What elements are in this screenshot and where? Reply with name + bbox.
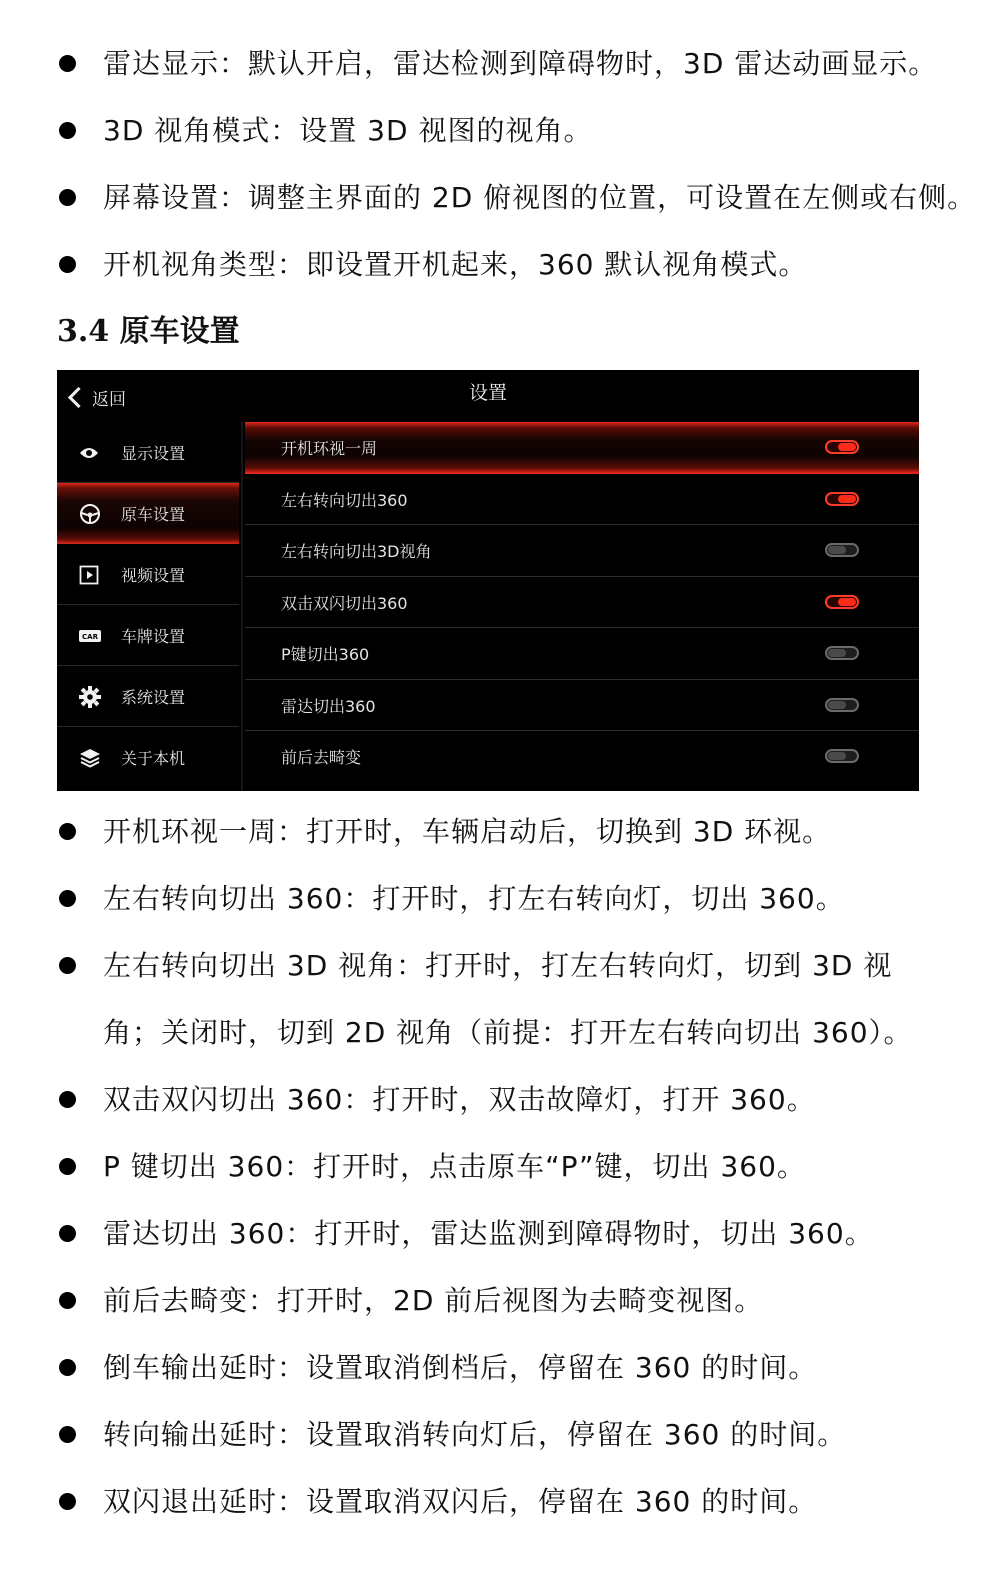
bullet-dot [59, 1493, 76, 1510]
list-item [0, 1066, 1000, 1133]
bullet-text: 双闪退出延时：设置取消双闪后，停留在 360 的时间。 [103, 1485, 818, 1518]
sidebar-item-label: 系统设置 [121, 688, 186, 707]
screen-title: 设置 [468, 382, 507, 404]
top-bullet-list [0, 30, 1000, 298]
sidebar [57, 422, 239, 791]
list-item [0, 1334, 1000, 1401]
sidebar-item-label: 视频设置 [121, 566, 186, 585]
bullet-text: 左右转向切出 3D 视角：打开时，打左右转向灯，切到 3D 视 [103, 949, 893, 982]
toggle-switch[interactable] [825, 440, 859, 454]
bullet-dot [59, 890, 76, 907]
sidebar-item-label: 原车设置 [121, 505, 186, 524]
setting-label: 前后去畸变 [281, 748, 362, 768]
bullet-text: 前后去畸变：打开时，2D 前后视图为去畸变视图。 [103, 1284, 764, 1317]
setting-row[interactable] [245, 525, 919, 577]
bullet-dot [59, 1158, 76, 1175]
bullet-text: 雷达显示：默认开启，雷达检测到障碍物时，3D 雷达动画显示。 [103, 47, 938, 80]
bottom-bullet-list [0, 798, 1000, 1535]
list-item [0, 97, 1000, 164]
bullet-text: P 键切出 360：打开时，点击原车“P”键，切出 360。 [103, 1150, 806, 1183]
bullet-text: 开机环视一周：打开时，车辆启动后，切换到 3D 环视。 [103, 815, 832, 848]
bullet-text: 开机视角类型：即设置开机起来，360 默认视角模式。 [103, 248, 808, 281]
list-item [0, 30, 1000, 97]
bullet-text: 倒车输出延时：设置取消倒档后，停留在 360 的时间。 [103, 1351, 818, 1384]
bullet-dot [59, 1359, 76, 1376]
bullet-dot [59, 55, 76, 72]
setting-label: 左右转向切出360 [281, 490, 408, 510]
bullet-text: 双击双闪切出 360：打开时，双击故障灯，打开 360。 [103, 1083, 816, 1116]
list-item [0, 164, 1000, 231]
setting-row[interactable] [245, 422, 919, 474]
sidebar-item-label: 显示设置 [121, 444, 186, 463]
setting-row[interactable] [245, 474, 919, 526]
bullet-dot [59, 823, 76, 840]
toggle-switch[interactable] [825, 595, 859, 609]
bullet-dot [59, 256, 76, 273]
list-item [0, 231, 1000, 298]
bullet-dot [59, 1091, 76, 1108]
list-item [0, 865, 1000, 932]
bullet-dot [59, 957, 76, 974]
list-item [0, 932, 1000, 999]
setting-label: 雷达切出360 [281, 696, 376, 716]
list-item [0, 1468, 1000, 1535]
sidebar-item-vehicle[interactable] [57, 483, 239, 544]
play-icon [79, 565, 121, 585]
list-item [0, 1133, 1000, 1200]
toggle-switch[interactable] [825, 646, 859, 660]
gear-icon [79, 686, 121, 708]
steering-wheel-icon [79, 503, 121, 525]
bullet-text: 3D 视角模式：设置 3D 视图的视角。 [103, 114, 593, 147]
list-item-continuation [0, 999, 1000, 1066]
setting-row[interactable] [245, 577, 919, 629]
toggle-switch[interactable] [825, 543, 859, 557]
bullet-text: 转向输出延时：设置取消转向灯后，停留在 360 的时间。 [103, 1418, 847, 1451]
bullet-text: 屏幕设置：调整主界面的 2D 俯视图的位置，可设置在左侧或右侧。 [103, 181, 977, 214]
list-item [0, 798, 1000, 865]
sidebar-item-label: 关于本机 [121, 749, 186, 768]
layers-icon [79, 748, 121, 768]
bullet-text: 角；关闭时，切到 2D 视角（前提：打开左右转向切出 360）。 [103, 1016, 913, 1049]
toggle-switch[interactable] [825, 698, 859, 712]
setting-row[interactable] [245, 680, 919, 732]
list-item [0, 1267, 1000, 1334]
back-label: 返回 [92, 389, 126, 410]
bullet-dot [59, 122, 76, 139]
list-item [0, 1401, 1000, 1468]
sidebar-item-plate[interactable] [57, 605, 239, 666]
setting-label: P键切出360 [281, 645, 370, 665]
setting-row[interactable] [245, 628, 919, 680]
svg-text:CAR: CAR [82, 632, 98, 641]
sidebar-item-video[interactable] [57, 544, 239, 605]
bullet-dot [59, 189, 76, 206]
sidebar-item-label: 车牌设置 [121, 627, 186, 646]
settings-list [245, 422, 919, 791]
sidebar-item-about[interactable] [57, 727, 239, 788]
bullet-text: 雷达切出 360：打开时，雷达监测到障碍物时，切出 360。 [103, 1217, 874, 1250]
bullet-dot [59, 1426, 76, 1443]
setting-label: 开机环视一周 [281, 439, 378, 459]
top-bar [57, 370, 919, 422]
toggle-switch[interactable] [825, 492, 859, 506]
sidebar-item-system[interactable] [57, 666, 239, 727]
list-item [0, 1200, 1000, 1267]
bullet-text: 左右转向切出 360：打开时，打左右转向灯，切出 360。 [103, 882, 845, 915]
setting-label: 左右转向切出3D视角 [281, 542, 432, 562]
vertical-divider [241, 422, 243, 791]
bullet-dot [59, 1292, 76, 1309]
car-plate-icon [79, 630, 121, 642]
bullet-dot [59, 1225, 76, 1242]
section-title: 3.4 原车设置 [57, 314, 240, 349]
settings-screenshot [57, 370, 919, 791]
sidebar-item-display[interactable] [57, 422, 239, 483]
setting-label: 双击双闪切出360 [281, 593, 408, 613]
setting-row[interactable] [245, 731, 919, 783]
eye-icon [79, 446, 121, 460]
toggle-switch[interactable] [825, 749, 859, 763]
